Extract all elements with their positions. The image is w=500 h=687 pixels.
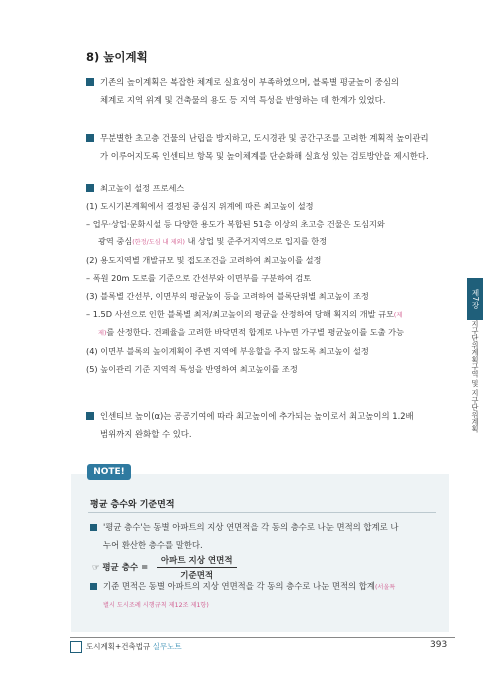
square-bullet-icon <box>86 134 94 142</box>
list-item: 광역 중심(한정/도심 내 제외) 내 상업 및 준주거지역으로 입지를 한정 <box>98 236 328 247</box>
chapter-side-tab[interactable] <box>467 278 483 448</box>
page-number: 393 <box>430 640 448 650</box>
footer-divider <box>70 637 455 638</box>
list-item: – 폭원 20m 도로를 기준으로 간선부와 이면부를 구분하여 검토 <box>86 272 312 283</box>
note-badge: NOTE! <box>87 464 131 480</box>
footer-square-icon <box>70 641 82 653</box>
list-item: 제)를 산정한다. 건폐율을 고려한 바닥면적 합계로 나누면 가구별 평균높이를 도출 가능 <box>98 327 404 338</box>
average-floors-formula <box>92 554 237 581</box>
square-bullet-icon <box>90 524 97 531</box>
list-item: (3) 블록별 간선부, 이면부의 평균높이 등을 고려하여 블록단위별 최고높이 조정 <box>86 290 369 301</box>
paragraph-skyscraper-prevention: 무분별한 초고층 건물의 난립을 방지하고, 도시경관 및 공간구조를 고려한 계획적 높이관리 가 이루어지도록 인센티브 항목 및 높이체계를 단순화해 실효성 있는 검토방안을 제시한다. <box>86 130 454 165</box>
section-title: 8) 높이계획 <box>86 50 148 64</box>
paragraph-existing-height-plan: 기존의 높이계획은 복잡한 체계로 실효성이 부족하였으며, 블록별 평균높이 중심의 체계로 지역 위계 및 건축물의 용도 등 지역 특성을 반영하는 데 한계가 있었다. <box>86 74 454 109</box>
square-bullet-icon <box>90 583 97 590</box>
max-height-process-list <box>86 180 458 379</box>
square-bullet-icon <box>86 184 94 192</box>
list-item: (4) 이면부 블록의 높이계획이 주변 지역에 부응할을 주지 않도록 최고높이 설정 <box>86 346 369 357</box>
note-divider <box>88 512 436 513</box>
list-item: (1) 도시기본계획에서 결정된 중심지 위계에 따른 최고높이 설정 <box>86 200 314 211</box>
footer-book-title: 도시계획+건축법규 실무노트 <box>86 642 182 651</box>
square-bullet-icon <box>86 78 94 86</box>
chapter-number: 제7장 <box>467 278 483 320</box>
note-title: 평균 층수와 기준면적 <box>90 500 175 510</box>
formula-numerator: 아파트 지상 연면적 <box>157 554 237 568</box>
list-item: – 1.5D 사선으로 인한 블록별 최저/최고높이의 평균을 산정하여 당해 획지의 개발 규모(제 <box>86 308 403 319</box>
pointing-hand-icon: ☞ <box>92 563 100 573</box>
list-item: (5) 높이관리 기준 지역적 특성을 반영하여 최고높이를 조정 <box>86 363 298 374</box>
paragraph-incentive-height: 인센티브 높이(α)는 공공기여에 따라 최고높이에 추가되는 높이로서 최고높이의 1.2배 범위까지 완화할 수 있다. <box>86 408 454 443</box>
note-bullet-standard-area: 기준 면적은 동별 아파트의 지상 연면적을 각 동의 층수로 나눈 면적의 합계(서울특 별시 도시조례 시행규칙 제12조 제1항) <box>90 578 438 614</box>
list-item: (2) 용도지역별 개발규모 및 접도조건을 고려하여 최고높이를 설정 <box>86 255 322 266</box>
formula-denominator: 기준면적 <box>180 571 214 581</box>
note-bullet-average-floors: '평균 층수'는 동별 아파트의 지상 연면적을 각 동의 층수로 나눈 면적의 합계로 나 누어 환산한 층수를 말한다. <box>90 519 438 554</box>
square-bullet-icon <box>86 412 94 420</box>
formula-fraction <box>157 554 237 581</box>
process-header: 최고높이 설정 프로세스 <box>100 183 185 193</box>
list-item: – 업무·상업·문화시설 등 다양한 용도가 복합된 51층 이상의 초고층 건물은 도심지와 <box>86 218 385 229</box>
chapter-title: 지구단위계획구역 및 지구단위계획 <box>471 320 480 433</box>
formula-lhs: 평균 층수 = <box>102 563 149 573</box>
